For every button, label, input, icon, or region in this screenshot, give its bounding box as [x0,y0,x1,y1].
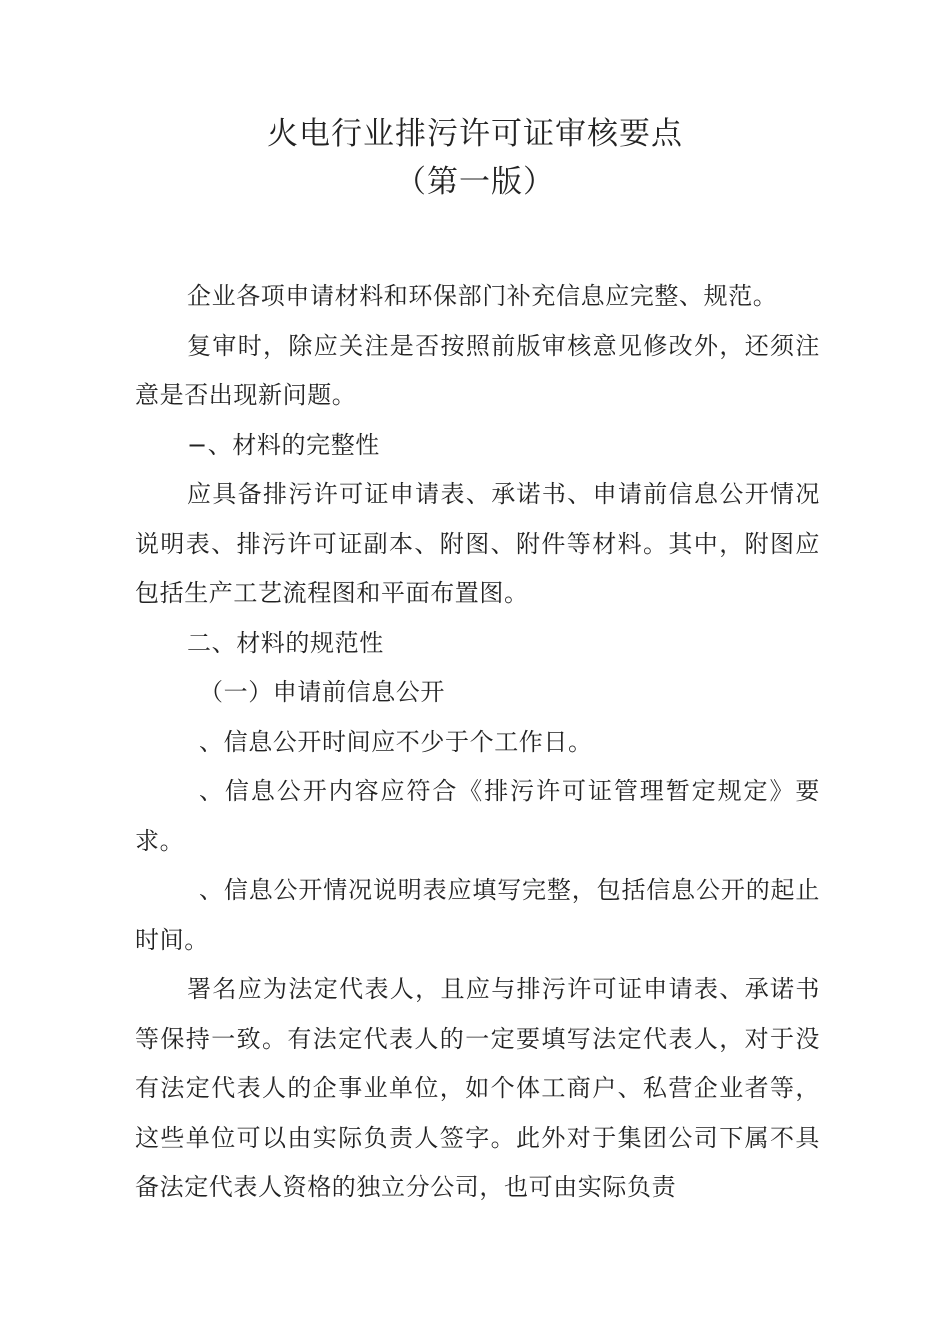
document-title: 火电行业排污许可证审核要点 [267,116,683,152]
paragraph-completeness-note: 企业各项申请材料和环保部门补充信息应完整、规范。 [187,282,778,310]
document-edition: （第一版） [395,164,555,200]
list-item-disclosure-form: 、信息公开情况说明表应填写完整，包括信息公开的起止时间。 [135,876,820,954]
list-item-disclosure-content: 、信息公开内容应符合《排污许可证管理暂定规定》要求。 [135,777,820,855]
paragraph-review-note: 复审时，除应关注是否按照前版审核意见修改外，还须注意是否出现新问题。 [135,331,820,409]
section-heading-standardization: 二、材料的规范性 [187,628,384,657]
subsection-heading-disclosure: （一）申请前信息公开 [199,678,445,706]
paragraph-required-materials: 应具备排污许可证申请表、承诺书、申请前信息公开情况说明表、排污许可证副本、附图、附件等材料。其中，附图应包括生产工艺流程图和平面布置图。 [135,480,820,607]
list-item-disclosure-time: 、信息公开时间应不少于个工作日。 [199,727,593,756]
section-heading-completeness: −、材料的完整性 [187,430,380,459]
document-body [135,272,820,1213]
paragraph-signature: 署名应为法定代表人，且应与排污许可证申请表、承诺书等保持一致。有法定代表人的一定要填写法定代表人，对于没有法定代表人的企事业单位，如个体工商户、私营企业者等，这些单位可以由实际负责人签字。此外对于集团公司下属不具备法定代表人资格的独立分公司，也可由实际负责 [135,975,820,1201]
